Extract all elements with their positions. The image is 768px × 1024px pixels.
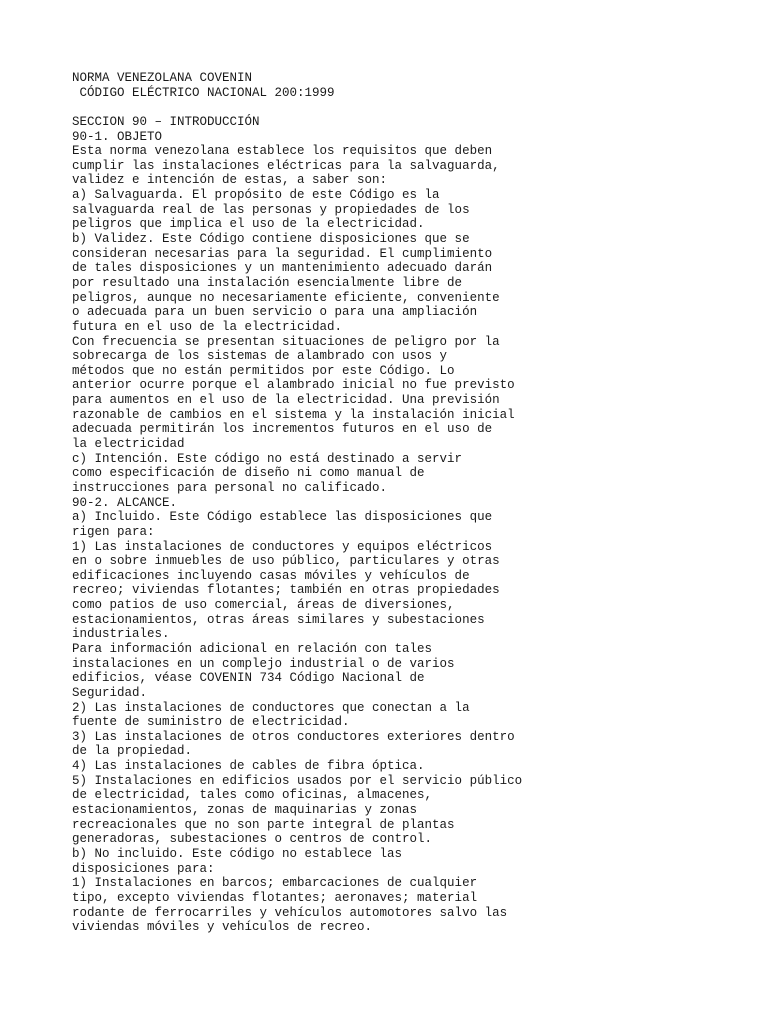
- text-line: b) No incluido. Este código no establece las: [72, 846, 403, 861]
- text-line: rigen para:: [72, 524, 155, 539]
- text-line: futura en el uso de la electricidad.: [72, 319, 343, 334]
- text-line: peligros que implica el uso de la electricidad.: [72, 217, 425, 232]
- text-line: peligros, aunque no necesariamente eficiente, conveniente: [72, 290, 500, 305]
- text-line: cumplir las instalaciones eléctricas para la salvaguarda,: [72, 158, 500, 173]
- text-line: a) Salvaguarda. El propósito de este Código es la: [72, 188, 440, 203]
- text-line: adecuada permitirán los incrementos futuros en el uso de: [72, 422, 493, 437]
- text-line: disposiciones para:: [72, 861, 215, 876]
- text-line: métodos que no están permitidos por este Código. Lo: [72, 363, 455, 378]
- text-line: salvaguarda real de las personas y propiedades de los: [72, 202, 470, 217]
- text-line: rodante de ferrocarriles y vehículos automotores salvo las: [72, 905, 508, 920]
- text-line: o adecuada para un buen servicio o para una ampliación: [72, 305, 478, 320]
- text-line: c) Intención. Este código no está destinado a servir: [72, 451, 463, 466]
- text-line: anterior ocurre porque el alambrado inicial no fue previsto: [72, 378, 515, 393]
- text-line: edificaciones incluyendo casas móviles y vehículos de: [72, 568, 470, 583]
- text-line: instalaciones en un complejo industrial o de varios: [72, 656, 455, 671]
- text-line: de la propiedad.: [72, 744, 193, 759]
- text-line: 5) Instalaciones en edificios usados por el servicio público: [72, 773, 523, 788]
- text-line: 1) Las instalaciones de conductores y equipos eléctricos: [72, 539, 493, 554]
- text-line: Esta norma venezolana establece los requisitos que deben: [72, 144, 493, 159]
- text-line: recreacionales que no son parte integral de plantas: [72, 817, 455, 832]
- text-line: estacionamientos, otras áreas similares y subestaciones: [72, 612, 485, 627]
- text-line: CÓDIGO ELÉCTRICO NACIONAL 200:1999: [72, 85, 335, 100]
- text-line: por resultado una instalación esencialmente libre de: [72, 275, 463, 290]
- text-line: viviendas móviles y vehículos de recreo.: [72, 920, 373, 935]
- text-line: edificios, véase COVENIN 734 Código Nacional de: [72, 671, 425, 686]
- text-line: instrucciones para personal no calificado.: [72, 480, 388, 495]
- text-line: tipo, excepto viviendas flotantes; aeronaves; material: [72, 890, 478, 905]
- text-line: en o sobre inmuebles de uso público, particulares y otras: [72, 554, 500, 569]
- text-line: recreo; viviendas flotantes; también en otras propiedades: [72, 583, 500, 598]
- text-line: Para información adicional en relación con tales: [72, 641, 433, 656]
- text-line: como especificación de diseño ni como manual de: [72, 466, 425, 481]
- text-line: b) Validez. Este Código contiene disposiciones que se: [72, 232, 470, 247]
- text-line: 2) Las instalaciones de conductores que conectan a la: [72, 700, 470, 715]
- text-line: generadoras, subestaciones o centros de control.: [72, 832, 433, 847]
- text-line: consideran necesarias para la seguridad. El cumplimiento: [72, 246, 493, 261]
- blank-line: [72, 100, 752, 115]
- text-line: sobrecarga de los sistemas de alambrado con usos y: [72, 349, 448, 364]
- text-line: fuente de suministro de electricidad.: [72, 715, 350, 730]
- text-line: para aumentos en el uso de la electricidad. Una previsión: [72, 393, 500, 408]
- text-line: Seguridad.: [72, 685, 148, 700]
- text-line: 90-1. OBJETO: [72, 129, 163, 144]
- text-line: 4) Las instalaciones de cables de fibra óptica.: [72, 759, 425, 774]
- text-line: a) Incluido. Este Código establece las disposiciones que: [72, 510, 493, 525]
- text-line: NORMA VENEZOLANA COVENIN: [72, 71, 253, 85]
- text-line: estacionamientos, zonas de maquinarias y zonas: [72, 803, 418, 818]
- text-line: de electricidad, tales como oficinas, almacenes,: [72, 788, 433, 803]
- text-line: razonable de cambios en el sistema y la instalación inicial: [72, 407, 515, 422]
- text-line: 3) Las instalaciones de otros conductores exteriores dentro: [72, 729, 515, 744]
- text-line: Con frecuencia se presentan situaciones de peligro por la: [72, 334, 500, 349]
- text-line: SECCION 90 – INTRODUCCIÓN: [72, 114, 260, 129]
- document-body: [72, 71, 752, 935]
- text-line: 1) Instalaciones en barcos; embarcaciones de cualquier: [72, 876, 478, 891]
- text-line: industriales.: [72, 627, 170, 642]
- text-line: 90-2. ALCANCE.: [72, 495, 178, 510]
- text-line: de tales disposiciones y un mantenimiento adecuado darán: [72, 261, 493, 276]
- text-line: validez e intención de estas, a saber son:: [72, 173, 388, 188]
- text-line: como patios de uso comercial, áreas de diversiones,: [72, 598, 455, 613]
- text-line: la electricidad: [72, 437, 185, 452]
